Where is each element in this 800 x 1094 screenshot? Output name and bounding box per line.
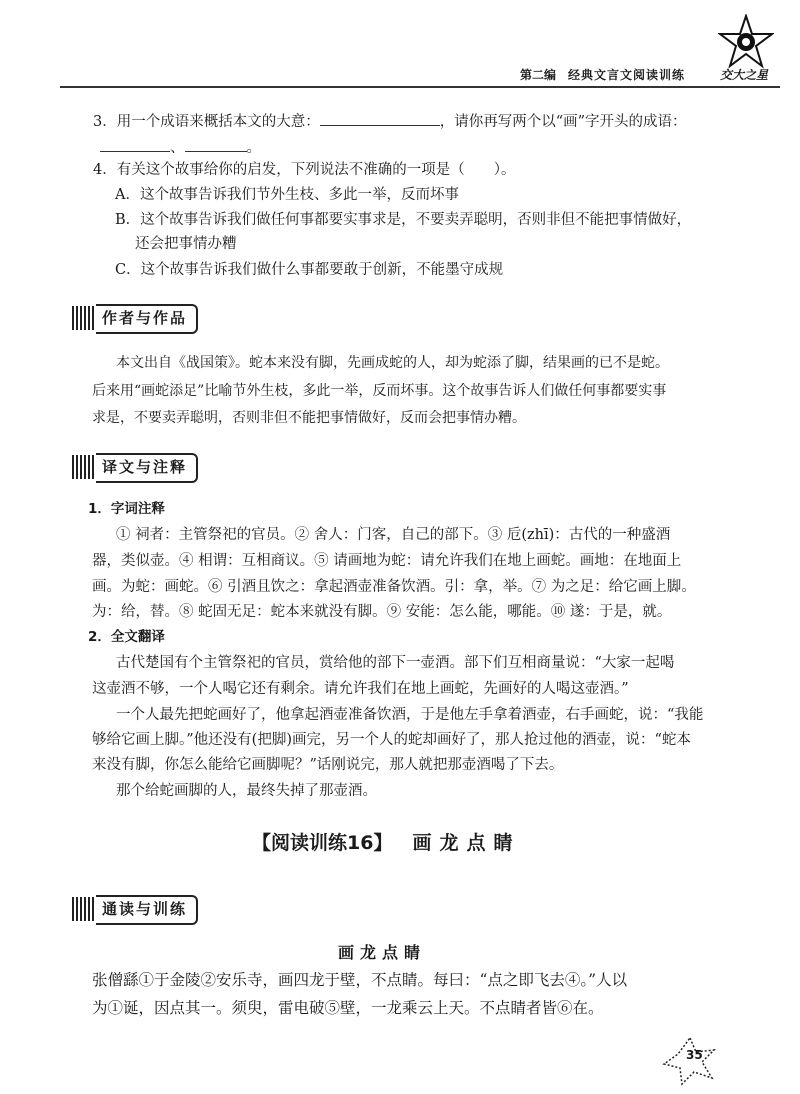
option-a: A．这个故事告诉我们节外生枝、多此一举，反而坏事 (115, 187, 459, 203)
page-number: 35 (686, 1048, 703, 1062)
question-3-end: 。 (246, 140, 261, 156)
section-tag-notes (72, 453, 200, 481)
notes-heading-2: 2．全文翻译 (88, 629, 165, 645)
page-header (520, 62, 770, 86)
note-line-4: 为：给，替。⑧ 蛇固无足：蛇本来就没有脚。⑨ 安能：怎么能，哪能。⑩ 遂：于是，就。 (92, 604, 672, 620)
header-title: 经典文言文阅读训练 (568, 68, 686, 82)
question-3-blanks (100, 136, 261, 157)
translation-line-5: 来没有脚，你怎么能给它画脚呢？”话刚说完，那人就把那壶酒喝了下去。 (92, 757, 564, 773)
answer-blank[interactable] (320, 111, 440, 126)
option-b-cont: 还会把事情办糟 (135, 236, 237, 252)
stripe-icon (72, 897, 96, 921)
question-3-sep: 、 (170, 140, 185, 156)
option-b: B．这个故事告诉我们做任何事都要实事求是，不要卖弄聪明，否则非但不能把事情做好， (115, 212, 692, 228)
author-line-1: 本文出自《战国策》。蛇本来没有脚，先画成蛇的人，却为蛇添了脚，结果画的已不是蛇。 (116, 355, 669, 371)
lesson-tag: 【阅读训练16】 (252, 832, 393, 854)
translation-line-4: 够给它画上脚。”他还没有(把脚)画完，另一个人的蛇却画好了，那人抢过他的酒壶，说：“蛇本 (92, 732, 691, 748)
note-line-2: 器，类似壶。④ 相谓：互相商议。⑤ 请画地为蛇：请允许我们在地上画蛇。画地：在地面上 (92, 553, 682, 569)
author-line-2: 后来用“画蛇添足”比喻节外生枝，多此一举，反而坏事。这个故事告诉人们做任何事都要实事 (92, 383, 667, 399)
question-3 (93, 110, 687, 131)
header-section: 第二编 (520, 68, 557, 82)
question-3-text-b: ，请你再写两个以“画”字开头的成语： (439, 114, 687, 130)
page-number-badge (660, 1036, 720, 1086)
note-line-3: 画。为蛇：画蛇。⑥ 引酒且饮之：拿起酒壶准备饮酒。引：拿，举。⑦ 为之足：给它画上脚。 (92, 579, 696, 595)
answer-blank[interactable] (185, 137, 247, 152)
question-4: 4．有关这个故事给你的启发，下列说法不准确的一项是（ ）。 (93, 162, 516, 178)
section-tag-author (72, 304, 200, 332)
lesson-name: 画龙点睛 (412, 832, 521, 854)
translation-line-3: 一个人最先把蛇画好了，他拿起酒壶准备饮酒，于是他左手拿着酒壶，右手画蛇，说：“我能 (116, 707, 704, 723)
author-line-3: 求是，不要卖弄聪明，否则非但不能把事情做好，反而会把事情办糟。 (92, 410, 526, 426)
translation-line-6: 那个给蛇画脚的人，最终失掉了那壶酒。 (116, 783, 377, 799)
option-c: C．这个故事告诉我们做什么事都要敢于创新，不能墨守成规 (115, 262, 504, 278)
stripe-icon (72, 306, 96, 330)
answer-blank[interactable] (100, 137, 170, 152)
note-line-1: ① 祠者：主管祭祀的官员。② 舍人：门客，自己的部下。③ 卮(zhī)：古代的一种盛酒 (116, 527, 671, 543)
section-label: 译文与注释 (102, 458, 188, 476)
story-line-2: 为①诞，因点其一。须臾，雷电破⑤壁，一龙乘云上天。不点睛者皆⑥在。 (92, 999, 604, 1017)
header-divider (60, 86, 780, 88)
translation-line-2: 这壶酒不够，一个人喝它还有剩余。请允许我们在地上画蛇，先画好的人喝这壶酒。” (92, 681, 629, 697)
question-3-text: 3．用一个成语来概括本文的大意： (93, 114, 320, 130)
lesson-title (252, 828, 520, 855)
translation-line-1: 古代楚国有个主管祭祀的官员，赏给他的部下一壶酒。部下们互相商量说：“大家一起喝 (116, 655, 675, 671)
section-label: 通读与训练 (102, 900, 188, 918)
notes-heading-1: 1．字词注释 (88, 501, 165, 517)
story-line-1: 张僧繇①于金陵②安乐寺，画四龙于壁，不点睛。每曰：“点之即飞去④。”人以 (92, 971, 628, 989)
section-tag-reading (72, 895, 200, 923)
section-label: 作者与作品 (102, 309, 188, 327)
header-brand: 交大之星 (720, 68, 769, 82)
stripe-icon (72, 455, 96, 479)
story-title: 画龙点睛 (338, 943, 427, 962)
